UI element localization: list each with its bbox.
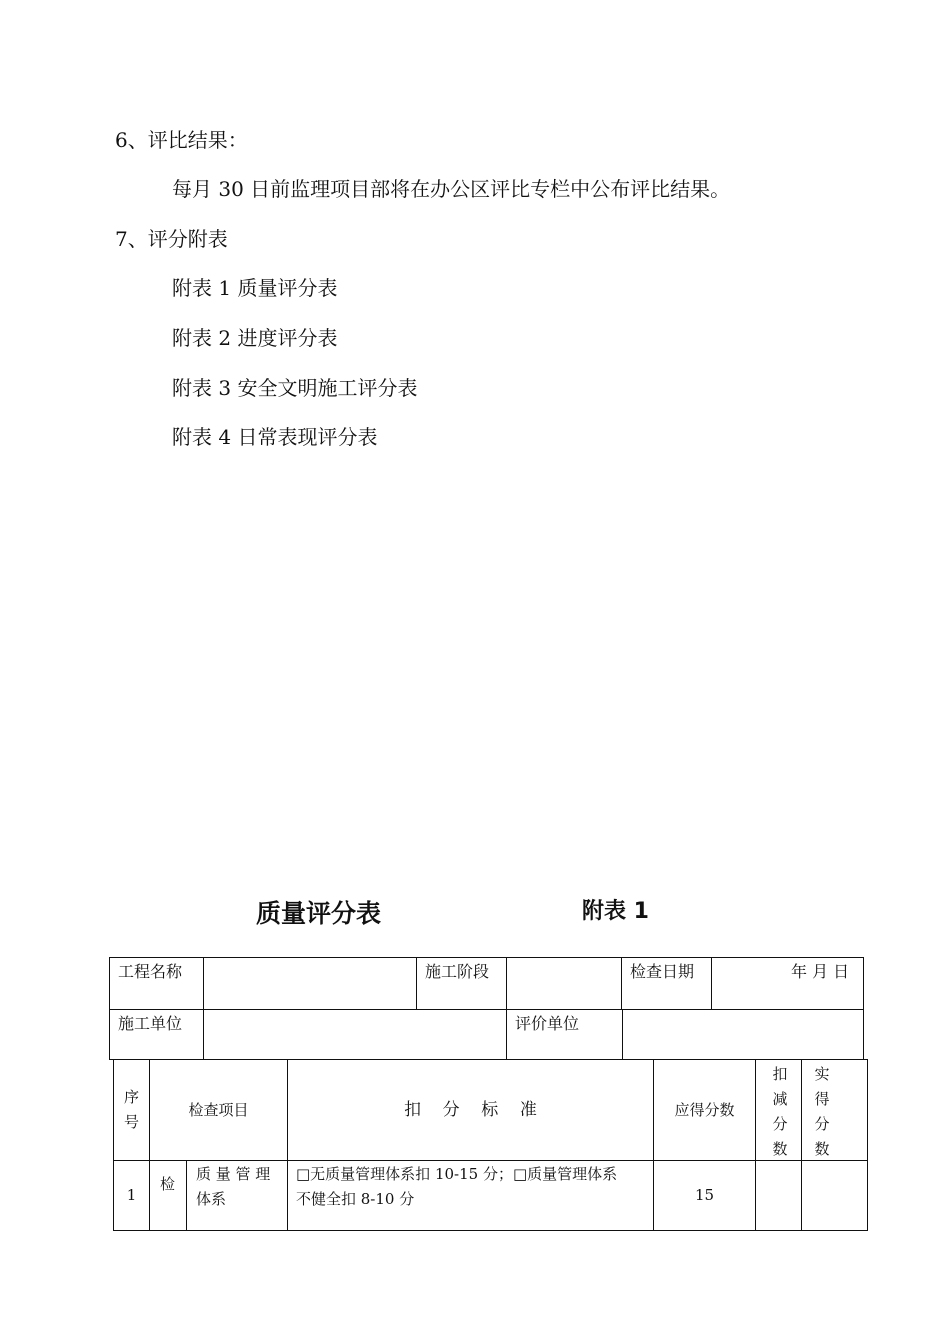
evaluation-unit-label: 评价单位 [515, 1014, 580, 1033]
section6-body: 每月 30 日前监理项目部将在办公区评比专栏中公布评比结果。 [172, 177, 731, 201]
construction-stage-label: 施工阶段 [425, 962, 490, 981]
construction-unit-value-cell [203, 1009, 507, 1060]
header-serial: 序 号 [123, 1088, 139, 1131]
row1-category: 检 [160, 1175, 176, 1193]
row1-serial: 1 [126, 1186, 137, 1204]
row1-item: 质 量 管 理 体系 [196, 1165, 271, 1208]
appendix-item-4: 附表 4 日常表现评分表 [172, 425, 378, 449]
appendix-item-3: 附表 3 安全文明施工评分表 [172, 376, 418, 400]
section6-heading: 6、评比结果： [115, 128, 248, 152]
date-value: 年 月 日 [791, 962, 850, 981]
construction-stage-value-cell [506, 957, 622, 1010]
table-title-row [0, 894, 950, 928]
header-actual: 实 得 分 数 [814, 1065, 830, 1158]
inspection-date-label: 检查日期 [630, 962, 695, 981]
appendix-item-2: 附表 2 进度评分表 [172, 326, 338, 350]
project-name-value-cell [203, 957, 417, 1010]
row1-deducted-cell [755, 1160, 802, 1231]
row1-criteria: □无质量管理体系扣 10-15 分；□质量管理体系 不健全扣 8-10 分 [296, 1165, 618, 1208]
construction-unit-label: 施工单位 [118, 1014, 183, 1033]
row1-actual-cell [801, 1160, 868, 1231]
header-deducted: 扣 减 分 数 [772, 1065, 788, 1158]
evaluation-unit-value-cell [622, 1009, 864, 1060]
appendix-label: 附表 1 [582, 899, 649, 924]
header-full-score: 应得分数 [674, 1100, 735, 1119]
appendix-item-1: 附表 1 质量评分表 [172, 276, 338, 300]
header-criteria: 扣 分 标 准 [404, 1100, 537, 1120]
section7-heading: 7、评分附表 [115, 227, 228, 251]
row1-full-score: 15 [694, 1186, 715, 1204]
project-name-label: 工程名称 [118, 962, 183, 981]
header-item: 检查项目 [188, 1100, 249, 1119]
table-title: 质量评分表 [256, 899, 382, 928]
